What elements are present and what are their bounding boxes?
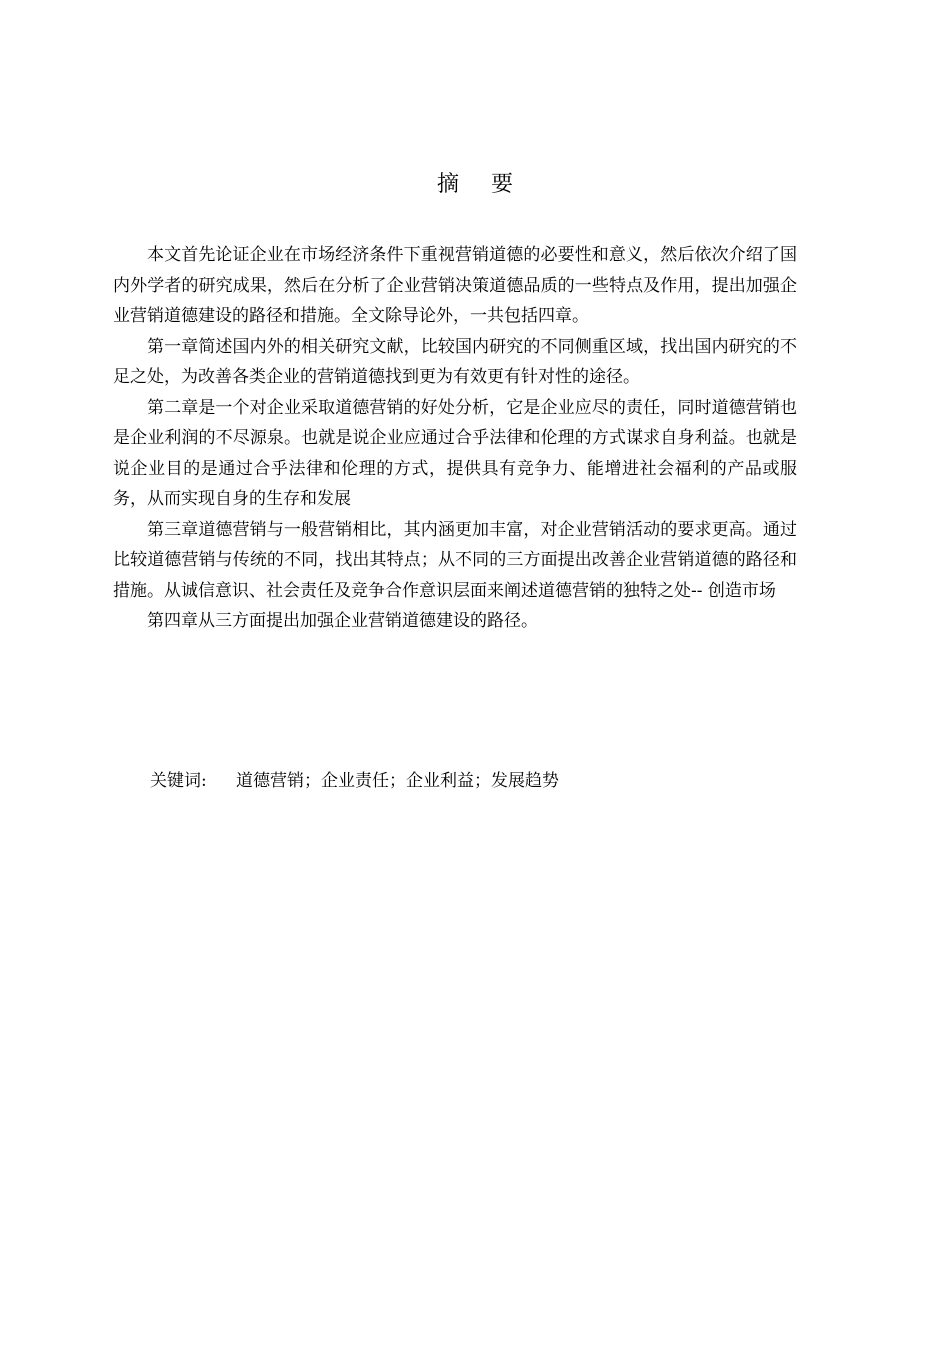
abstract-paragraph-chapter-2: 第二章是一个对企业采取道德营销的好处分析，它是企业应尽的责任，同时道德营销也是企业利润的不尽源泉。也就是说企业应通过合乎法律和伦理的方式谋求自身利益。也就是说企业目的是通过合乎法律和伦理的方式，提供具有竞争力、能增进社会福利的产品或服务，从而实现自身的生存和发展 bbox=[113, 397, 797, 509]
keywords-line bbox=[150, 766, 559, 796]
abstract-title-char-1: 摘 bbox=[436, 172, 459, 197]
abstract-paragraph-chapter-1: 第一章简述国内外的相关研究文献，比较国内研究的不同侧重区域，找出国内研究的不足之处，为改善各类企业的营销道德找到更为有效更有针对性的途径。 bbox=[113, 336, 797, 387]
abstract-paragraph-intro: 本文首先论证企业在市场经济条件下重视营销道德的必要性和意义，然后依次介绍了国内外学者的研究成果，然后在分析了企业营销决策道德品质的一些特点及作用，提出加强企业营销道德建设的路径和措施。全文除导论外，一共包括四章。 bbox=[113, 245, 797, 326]
keywords-values: 道德营销；企业责任；企业利益；发展趋势 bbox=[236, 771, 559, 791]
keywords-label: 关键词: bbox=[150, 771, 207, 791]
abstract-title bbox=[0, 170, 950, 200]
abstract-paragraph-chapter-3: 第三章道德营销与一般营销相比，其内涵更加丰富，对企业营销活动的要求更高。通过比较道德营销与传统的不同，找出其特点；从不同的三方面提出改善企业营销道德的路径和措施。从诚信意识、社会责任及竞争合作意识层面来阐述道德营销的独特之处-- 创造市场 bbox=[113, 519, 797, 601]
abstract-title-char-2: 要 bbox=[491, 172, 514, 197]
abstract-body bbox=[113, 240, 797, 637]
abstract-paragraph-chapter-4: 第四章从三方面提出加强企业营销道德建设的路径。 bbox=[147, 611, 538, 631]
